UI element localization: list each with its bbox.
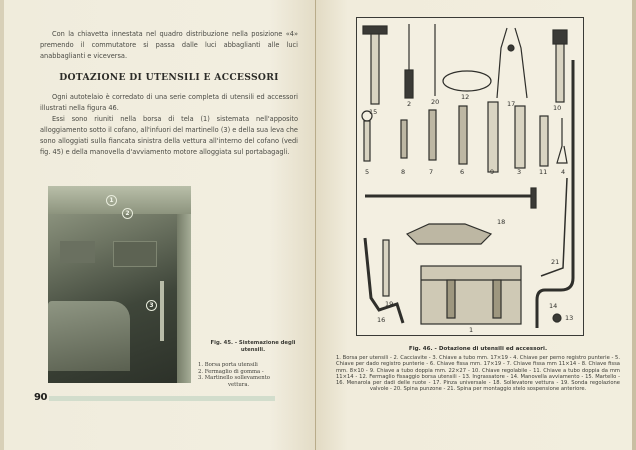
photo-callout-1: 1: [106, 195, 117, 206]
footer-rule: [49, 396, 275, 401]
label-4: 4: [561, 168, 566, 176]
jack-handle-drawing: [365, 188, 536, 208]
tool-bag-drawing: [421, 266, 521, 324]
tools-drawing: [357, 18, 583, 335]
intro-paragraph: Con la chiavetta innestata nel quadro distribuzione nella posizione «4» premendo il commutatore si passa dalle luci abbaglianti alle luci anabbaglianti e viceversa.: [40, 30, 298, 60]
tools-illustration: [356, 17, 584, 336]
section-heading: DOTAZIONE DI UTENSILI E ACCESSORI: [59, 72, 279, 83]
engine-bay-photo: [48, 186, 191, 383]
label-9: 9: [490, 168, 495, 176]
label-7: 7: [429, 168, 434, 176]
adjustable-wrench-drawing: [553, 30, 567, 102]
label-2: 2: [407, 100, 412, 108]
photo-jack: [160, 281, 164, 341]
figure-46-title: Fig. 46. - Dotazione di utensili ed accessori.: [408, 346, 548, 352]
hammer-drawing: [363, 26, 387, 104]
page-number: 90: [34, 392, 47, 403]
label-12: 12: [461, 93, 470, 101]
feeler-drawing: [383, 240, 389, 296]
photo-callout-2: 2: [122, 208, 133, 219]
label-21: 21: [551, 258, 560, 266]
label-6: 6: [460, 168, 465, 176]
label-20: 20: [431, 98, 440, 106]
label-8: 8: [401, 168, 406, 176]
label-11: 11: [539, 168, 548, 176]
label-10: 10: [553, 104, 562, 112]
legend-item: 2. Fermaglio di gomma -: [198, 368, 264, 375]
label-15: 15: [369, 108, 378, 116]
paragraph-tools-intro: Ogni autotelaio è corredato di una serie completa di utensili ed accessori illustrati nella figura 46.: [40, 93, 298, 112]
figure-46-legend: 1. Borsa per utensili - 2. Cacciavite - 3. Chiave a tubo mm. 17×19 - 4. Chiave per perno registro punterie - 5. Chiave per dado registro punterie - 6. Chiave fissa mm. 17×19 - 7. Chiave fissa mm 11×14 - 8. Chiave fissa mm. 8×10 - 9. Chiave a tubo doppia mm. 22×27 - 10. Chiave regolabile - 11. Chiave a tubo doppia da mm 11×14 - 12. Fermaglio fissaggio borsa utensili - 13. Ingrassatore - 14. Manovella avviamento - 15. Martello - 16. Menarola per dadi delle ruote - 17. Pinza universale - 18. Sollevatore vettura - 19. Sonda regolazione valvole - 20. Spina punzone - 21. Spina per montaggio stelo sospensione anteriore.: [336, 355, 620, 393]
page-edge: [0, 0, 4, 450]
legend-item: 3. Martinello sollevamento: [198, 375, 270, 381]
photo-battery: [60, 241, 95, 263]
crank-drawing: [537, 60, 573, 328]
grease-nipple-drawing: [553, 314, 561, 322]
legend-item: vettura.: [228, 381, 250, 388]
photo-side-panel: [177, 214, 191, 383]
photo-callout-3: 3: [146, 300, 157, 311]
photo-engine-cover: [48, 301, 130, 371]
figure-46-caption: [336, 346, 620, 393]
label-19: 19: [385, 300, 394, 308]
label-3: 3: [517, 168, 522, 176]
photo-hood: [48, 186, 191, 214]
label-14: 14: [549, 302, 558, 310]
figure-45-caption: [198, 340, 308, 388]
label-16: 16: [377, 316, 386, 324]
legend-item: 1. Borsa porta utensili: [198, 362, 258, 368]
jack-drawing: [407, 224, 491, 244]
paragraph-tools-storage: Essi sono riuniti nella borsa di tela (1) sistemata nell'apposito alloggiamento sotto il cofano, all'infuori del martinello (3) e della sua leva che sono alloggiati sulla fiancata sinistra della vettura all'interno del cofano (vedi fig. 45) e della manovella d'avviamento motore alloggiata sul portabagagli.: [40, 115, 298, 156]
figure-45-title: Fig. 45. - Sistemazione degli utensili.: [210, 340, 296, 353]
label-17: 17: [507, 100, 516, 108]
pliers-drawing: [497, 28, 527, 98]
label-18: 18: [497, 218, 506, 226]
page-edge: [632, 0, 636, 450]
clip-drawing: [443, 71, 491, 91]
wrench-row-drawing: [362, 102, 567, 172]
left-page: [0, 0, 316, 450]
label-5: 5: [365, 168, 370, 176]
right-page: [316, 0, 636, 450]
screwdriver-drawing: [405, 24, 413, 98]
figure-45-legend: [198, 362, 308, 388]
label-13: 13: [565, 314, 574, 322]
photo-tool-bag: [113, 241, 157, 267]
label-1: 1: [469, 326, 474, 334]
